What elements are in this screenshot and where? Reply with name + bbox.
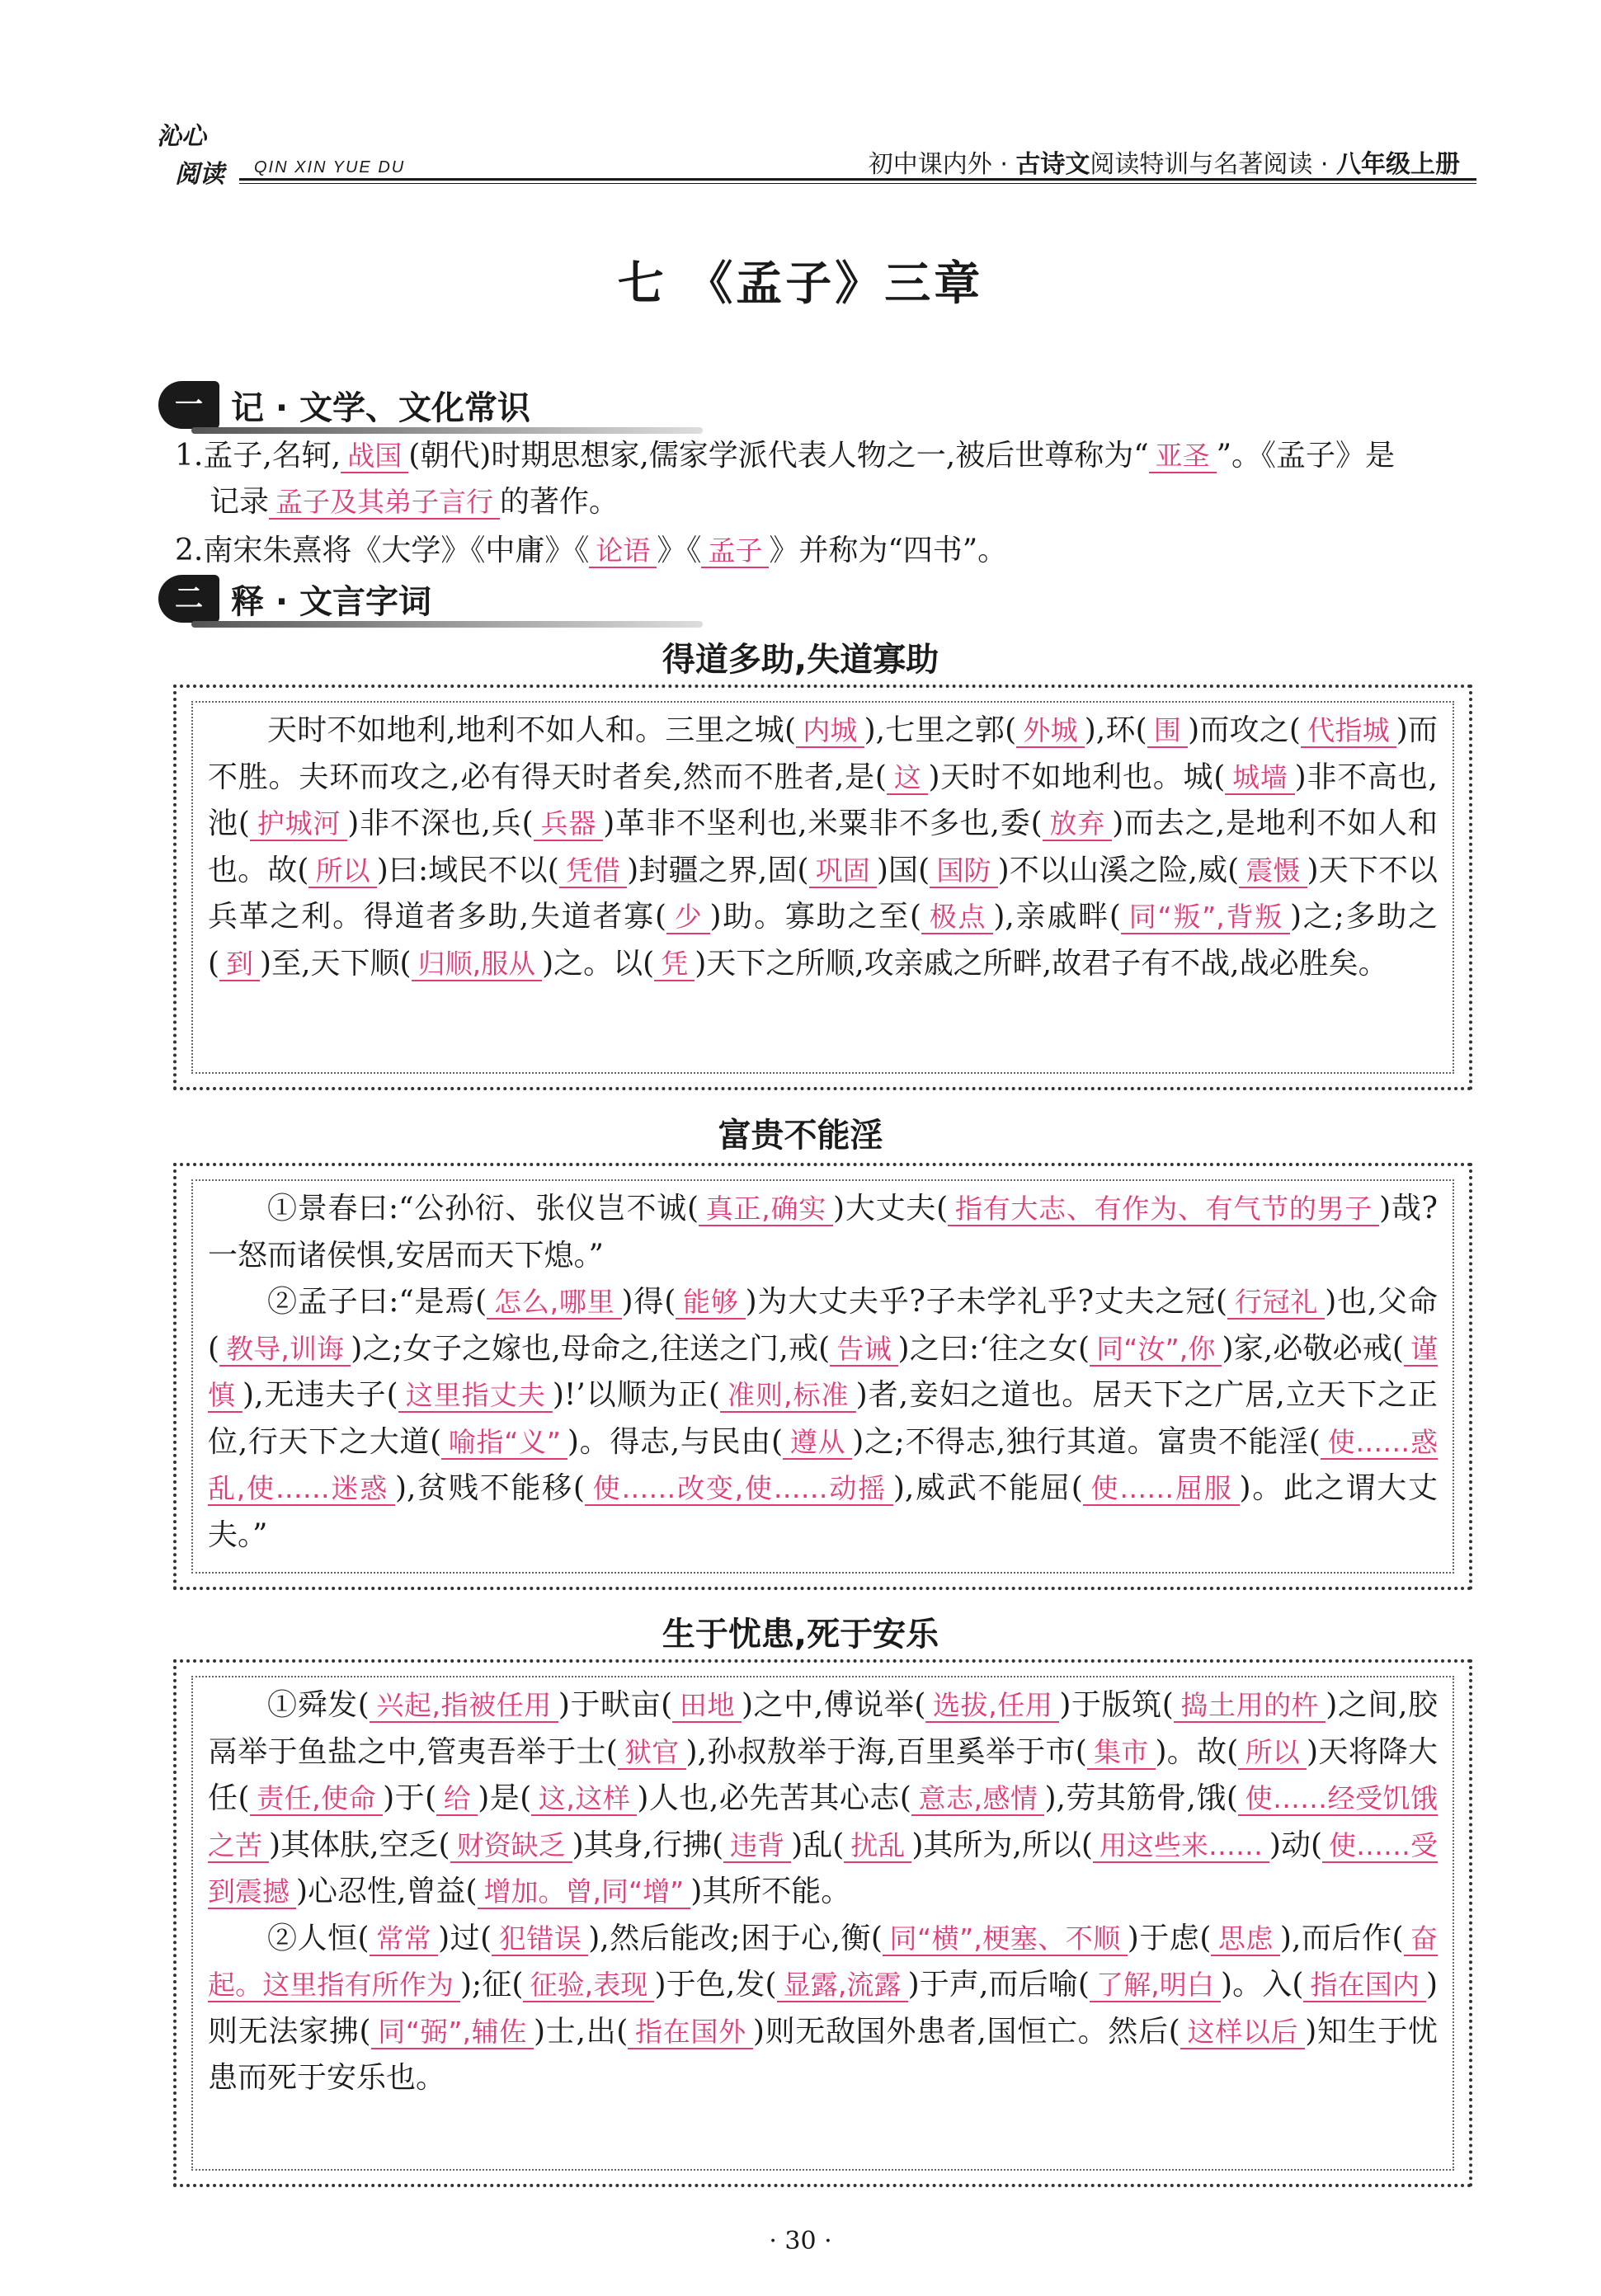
answer: 使……经受饥饿之苦 [208,1782,1439,1861]
section-underline [191,621,703,628]
answer: 极点 [921,901,993,934]
text-segment: ①景春曰:“公孙衍、张仪岂不诚( [267,1192,699,1226]
text-segment: )天下之所顺,攻亲戚之所畔,故君子有不战,战必胜矣。 [695,946,1388,981]
answer: 真正,确实 [699,1193,833,1226]
answer: 同“弼”,辅佐 [371,2016,534,2049]
text-segment: )之曰:‘往之女( [897,1331,1090,1366]
answer: 集市 [1087,1736,1156,1770]
answer: 这,这样 [531,1782,637,1816]
answer: 违背 [723,1829,791,1863]
text-segment: )则无敌国外患者,国恒亡。然后( [752,2014,1180,2049]
text-segment: )。入( [1221,1968,1304,2002]
text-segment: )而去之,是地利不如人和也。故( [208,807,1438,887]
passage-text [191,1179,1454,1574]
answer: 捣土用的杵 [1174,1689,1326,1723]
answer: 能够 [676,1286,745,1320]
passage-title-1: 得道多助,失道寡助 [662,641,939,679]
answer: 思虑 [1211,1922,1280,1956]
text-segment: )则无法家拂( [208,1968,1438,2049]
answer: 狱官 [618,1736,686,1770]
section-heading-2 [158,575,431,623]
answer: 指在国外 [628,2016,752,2049]
paragraph [208,1916,1438,2102]
answer: 到 [219,948,260,981]
passage-box-2 [173,1163,1472,1590]
answer: 城墙 [1225,761,1294,795]
text-segment: )士,出( [534,2014,629,2049]
text-segment: )。此之谓大丈夫。” [208,1471,1438,1552]
answer: 指在国内 [1303,1969,1426,2002]
answer: 兵器 [534,807,604,841]
section-number: 一 [158,381,219,429]
answer: 凭借 [559,854,627,888]
page-number: · 30 · [769,2227,832,2256]
answer: 给 [436,1782,478,1816]
paragraph [208,1186,1438,1279]
answer: 围 [1147,714,1188,748]
answer: 谨慎 [208,1332,1438,1411]
answer: 内城 [796,714,864,748]
answer: 用这些来…… [1093,1829,1269,1863]
text-segment: );征( [459,1968,524,2002]
passage-text [191,1676,1454,2171]
text-segment: )之中,傅说举( [741,1688,926,1722]
text-segment: )助。寡助之至( [709,900,922,934]
answer: 使……屈服 [1083,1472,1240,1506]
text-segment: )于版筑( [1059,1688,1174,1722]
text-segment: )不以山溪之险,威( [997,853,1240,887]
text-segment: )天下不以兵革之利。得道者多助,失道者寡( [208,853,1439,934]
answer: 所以 [1238,1736,1307,1770]
answer: 放弃 [1043,807,1113,841]
answer: 使……惑乱,使……迷惑 [208,1425,1438,1504]
text-segment: )之;女子之嫁也,母命之,往送之门,戒( [351,1331,831,1366]
answer: 这里指丈夫 [398,1379,553,1413]
answer: 告诫 [830,1333,897,1367]
text-segment: )者,妾妇之道也。居天下之广居,立天下之正位,行天下之大道( [208,1378,1438,1459]
passage-text [191,701,1454,1074]
text-segment: ),无违夫子( [243,1378,398,1412]
answer: 选拔,任用 [925,1689,1059,1723]
answer: 震慑 [1239,854,1307,888]
text-segment: ),七里之郭( [864,713,1017,747]
answer: 孟子及其弟子言行 [269,486,500,520]
answer: 兴起,指被任用 [370,1689,558,1723]
answer: 巩固 [809,854,877,888]
chapter-title: 七 《孟子》三章 [617,256,984,311]
answer: 使……受到震撼 [208,1828,1439,1908]
text-segment: )过( [438,1921,492,1955]
answer: 归顺,服从 [412,948,543,981]
text-segment: )大丈夫( [833,1192,949,1226]
answer: 遵从 [783,1426,852,1460]
answer: 责任,使命 [250,1782,384,1816]
answer: 护城河 [250,807,347,841]
answer: 指有大志、有作为、有气节的男子 [948,1193,1379,1226]
text-segment: ),而后作( [1279,1921,1404,1955]
text-segment: )于畎亩( [558,1688,673,1722]
answer: 孟子 [701,534,769,568]
answer: 增加。曾,同“增” [478,1875,691,1909]
text-segment: 天时不如地利,地利不如人和。三里之城( [267,713,797,747]
text-segment: )其身,行拂( [572,1828,724,1862]
answer: 国防 [930,854,997,888]
text-segment: )非不深也,兵( [347,807,534,840]
answer: 战国 [341,440,408,473]
answer: 了解,明白 [1090,1969,1221,2002]
answer: 行冠礼 [1227,1286,1325,1320]
text-segment: )非不高也,池( [208,760,1438,840]
text-segment: )国( [876,853,930,887]
text-segment: )至,天下顺( [260,946,412,981]
section-label: 释 · 文言字词 [231,582,432,621]
text-segment: )于声,而后喻( [907,1968,1090,2002]
answer: 所以 [308,854,376,888]
answer: 犯错误 [492,1922,588,1956]
section-label: 记 · 文学、文化常识 [231,388,531,427]
passage-box-1 [173,685,1472,1090]
text-segment: ),威武不能屈( [892,1471,1083,1505]
text-segment: )其所不能。 [690,1875,851,1908]
text-segment: )而不胜。夫环而攻之,必有得天时者矣,然而不胜者,是( [208,713,1439,794]
answer: 这 [887,761,929,795]
answer: 代指城 [1301,714,1396,748]
text-segment: ),孙叔敖举于海,百里奚举于市( [685,1734,1087,1769]
text-segment: ),贫贱不能移( [394,1471,585,1505]
text-segment: )之。以( [542,946,655,981]
text-segment: )之;不得志,独行其道。富贵不能淫( [852,1424,1321,1459]
text-segment: )于色,发( [654,1968,777,2002]
answer: 论语 [589,534,657,568]
answer: 少 [666,901,710,934]
book-title: 初中课内外 · 古诗文阅读特训与名著阅读 · 八年级上册 [868,150,1460,179]
paragraph [208,708,1438,987]
answer: 凭 [654,948,695,981]
text-segment: )天时不如地利也。城( [928,760,1226,794]
answer: 奋起。这里指有所作为 [208,1922,1439,2001]
answer: 扰乱 [844,1829,911,1863]
passage-title-2: 富贵不能淫 [718,1117,883,1155]
text-segment: )哉?一怒而诸侯惧,安居而天下熄。” [208,1192,1438,1273]
text-segment: )知生于忧患而死于安乐也。 [208,2014,1439,2095]
text-segment: )于( [383,1781,437,1815]
section-heading-1 [158,381,530,429]
answer: 外城 [1016,714,1085,748]
text-segment: )天将降大任( [208,1734,1439,1815]
answer: 喻指“义” [441,1426,567,1460]
answer: 准则,标准 [720,1379,856,1413]
text-segment: )家,必敬必戒( [1222,1331,1404,1366]
answer: 这样以后 [1180,2016,1305,2049]
answer: 田地 [672,1689,742,1723]
page-header [157,115,1476,189]
section-number: 二 [158,575,219,623]
passage-box-3 [173,1659,1472,2187]
text-segment: ),然后能改;困于心,衡( [588,1921,883,1955]
text-segment: )心忍性,曾益( [296,1875,478,1908]
header-rule [239,178,1476,184]
text-segment: )于虑( [1127,1921,1212,1955]
text-segment: )曰:域民不以( [376,853,559,887]
paragraph [208,1682,1438,1916]
text-segment: )动( [1269,1828,1323,1862]
text-segment: )乱( [791,1828,845,1862]
passage-title-3: 生于忧患,死于安乐 [662,1616,939,1654]
paragraph [208,1279,1438,1559]
text-segment: )。故( [1155,1734,1239,1769]
text-segment: )革非不坚利也,米粟非不多也,委( [603,807,1043,840]
answer: 怎么,哪里 [487,1286,621,1320]
text-segment: ),环( [1084,713,1147,747]
answer: 使……改变,使……动摇 [585,1472,893,1506]
text-segment: )人也,必先苦其心志( [637,1781,911,1815]
text-segment: ①舜发( [267,1688,370,1722]
question-1: 1.孟子,名轲, 战国 (朝代)时期思想家,儒家学派代表人物之一,被后世尊称为“ 亚圣 ”。《孟子》是 记录 孟子及其弟子言行 的著作。 [175,439,1396,519]
logo-pinyin: QIN XIN YUE DU [254,158,406,176]
text-segment: )。得志,与民由( [567,1424,784,1459]
answer: 亚圣 [1149,440,1217,473]
text-segment: )封疆之界,固( [627,853,809,887]
logo-line2: 阅读 [175,160,224,189]
text-segment: )也,父命( [208,1285,1438,1366]
answer: 同“横”,梗塞、不顺 [883,1922,1128,1956]
answer: 财资缺乏 [450,1829,572,1863]
logo-line1: 沁心 [157,122,206,151]
answer: 常常 [370,1922,439,1956]
text-segment: )其体肤,空乏( [269,1828,450,1862]
text-segment: )!’以顺为正( [552,1378,720,1412]
answer: 同“汝”,你 [1090,1333,1222,1367]
question-2: 2.南宋朱熹将《大学》《中庸》《 论语 》《 孟子 》并称为“四书”。 [175,534,1008,567]
text-segment: ),劳其筋骨,饿( [1044,1781,1238,1815]
text-segment: )之间,胶鬲举于鱼盐之中,管夷吾举于士( [208,1688,1439,1769]
text-segment: ②人恒( [267,1921,370,1955]
text-segment: )是( [478,1781,532,1815]
text-segment: )得( [621,1285,676,1319]
answer: 征验,表现 [523,1969,654,2002]
answer: 同“叛”,背叛 [1121,901,1290,934]
text-segment: )之;多助之( [208,900,1439,981]
text-segment: )而攻之( [1188,713,1301,747]
answer: 显露,流露 [777,1969,908,2002]
answer: 意志,感情 [911,1782,1045,1816]
text-segment: )其所为,所以( [911,1828,1093,1862]
text-segment: ②孟子曰:“是焉( [267,1285,487,1319]
text-segment: ),亲戚畔( [993,900,1121,934]
text-segment: )为大丈夫乎?子未学礼乎?丈夫之冠( [745,1285,1228,1319]
answer: 教导,训诲 [219,1333,351,1367]
